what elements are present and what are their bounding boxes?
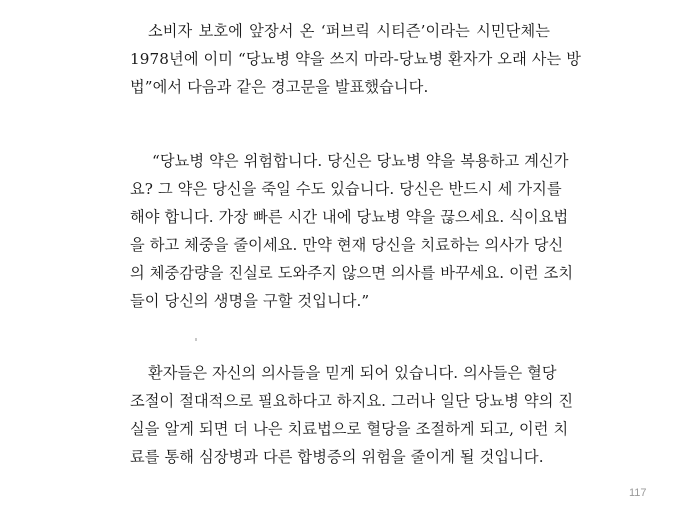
paragraph-2-line-2: 요? 그 약은 당신을 죽일 수도 있습니다. 당신은 반드시 세 가지를 <box>130 180 562 198</box>
paragraph-1-line-3: 법”에서 다음과 같은 경고문을 발표했습니다. <box>130 78 429 96</box>
paragraph-2-line-1: “당뇨병 약은 위험합니다. 당신은 당뇨병 약을 복용하고 계신가 <box>152 152 569 170</box>
paragraph-2-line-3: 해야 합니다. 가장 빠른 시간 내에 당뇨병 약을 끊으세요. 식이요법 <box>130 208 569 226</box>
paragraph-3-line-1: 환자들은 자신의 의사들을 믿게 되어 있습니다. 의사들은 혈당 <box>148 364 557 382</box>
stray-mark <box>195 338 197 341</box>
paragraph-1-line-1: 소비자 보호에 앞장서 온 ‘퍼브릭 시티즌’이라는 시민단체는 <box>148 22 550 40</box>
paragraph-3-line-3: 실을 알게 되면 더 나은 치료법으로 혈당을 조절하게 되고, 이런 치 <box>130 420 569 438</box>
paragraph-3-line-4: 료를 통해 심장병과 다른 합병증의 위험을 줄이게 될 것입니다. <box>130 448 544 466</box>
paragraph-3-line-2: 조절이 절대적으로 필요하다고 하지요. 그러나 일단 당뇨병 약의 진 <box>130 392 574 410</box>
paragraph-2-line-4: 을 하고 체중을 줄이세요. 만약 현재 당신을 치료하는 의사가 당신 <box>130 236 564 254</box>
paragraph-2-line-5: 의 체중감량을 진실로 도와주지 않으면 의사를 바꾸세요. 이런 조치 <box>130 264 574 282</box>
paragraph-2-line-6: 들이 당신의 생명을 구할 것입니다.” <box>130 292 370 310</box>
page-number: 117 <box>629 487 647 499</box>
paragraph-1-line-2: 1978년에 이미 “당뇨병 약을 쓰지 마라-당뇨병 환자가 오래 사는 방 <box>130 50 582 68</box>
